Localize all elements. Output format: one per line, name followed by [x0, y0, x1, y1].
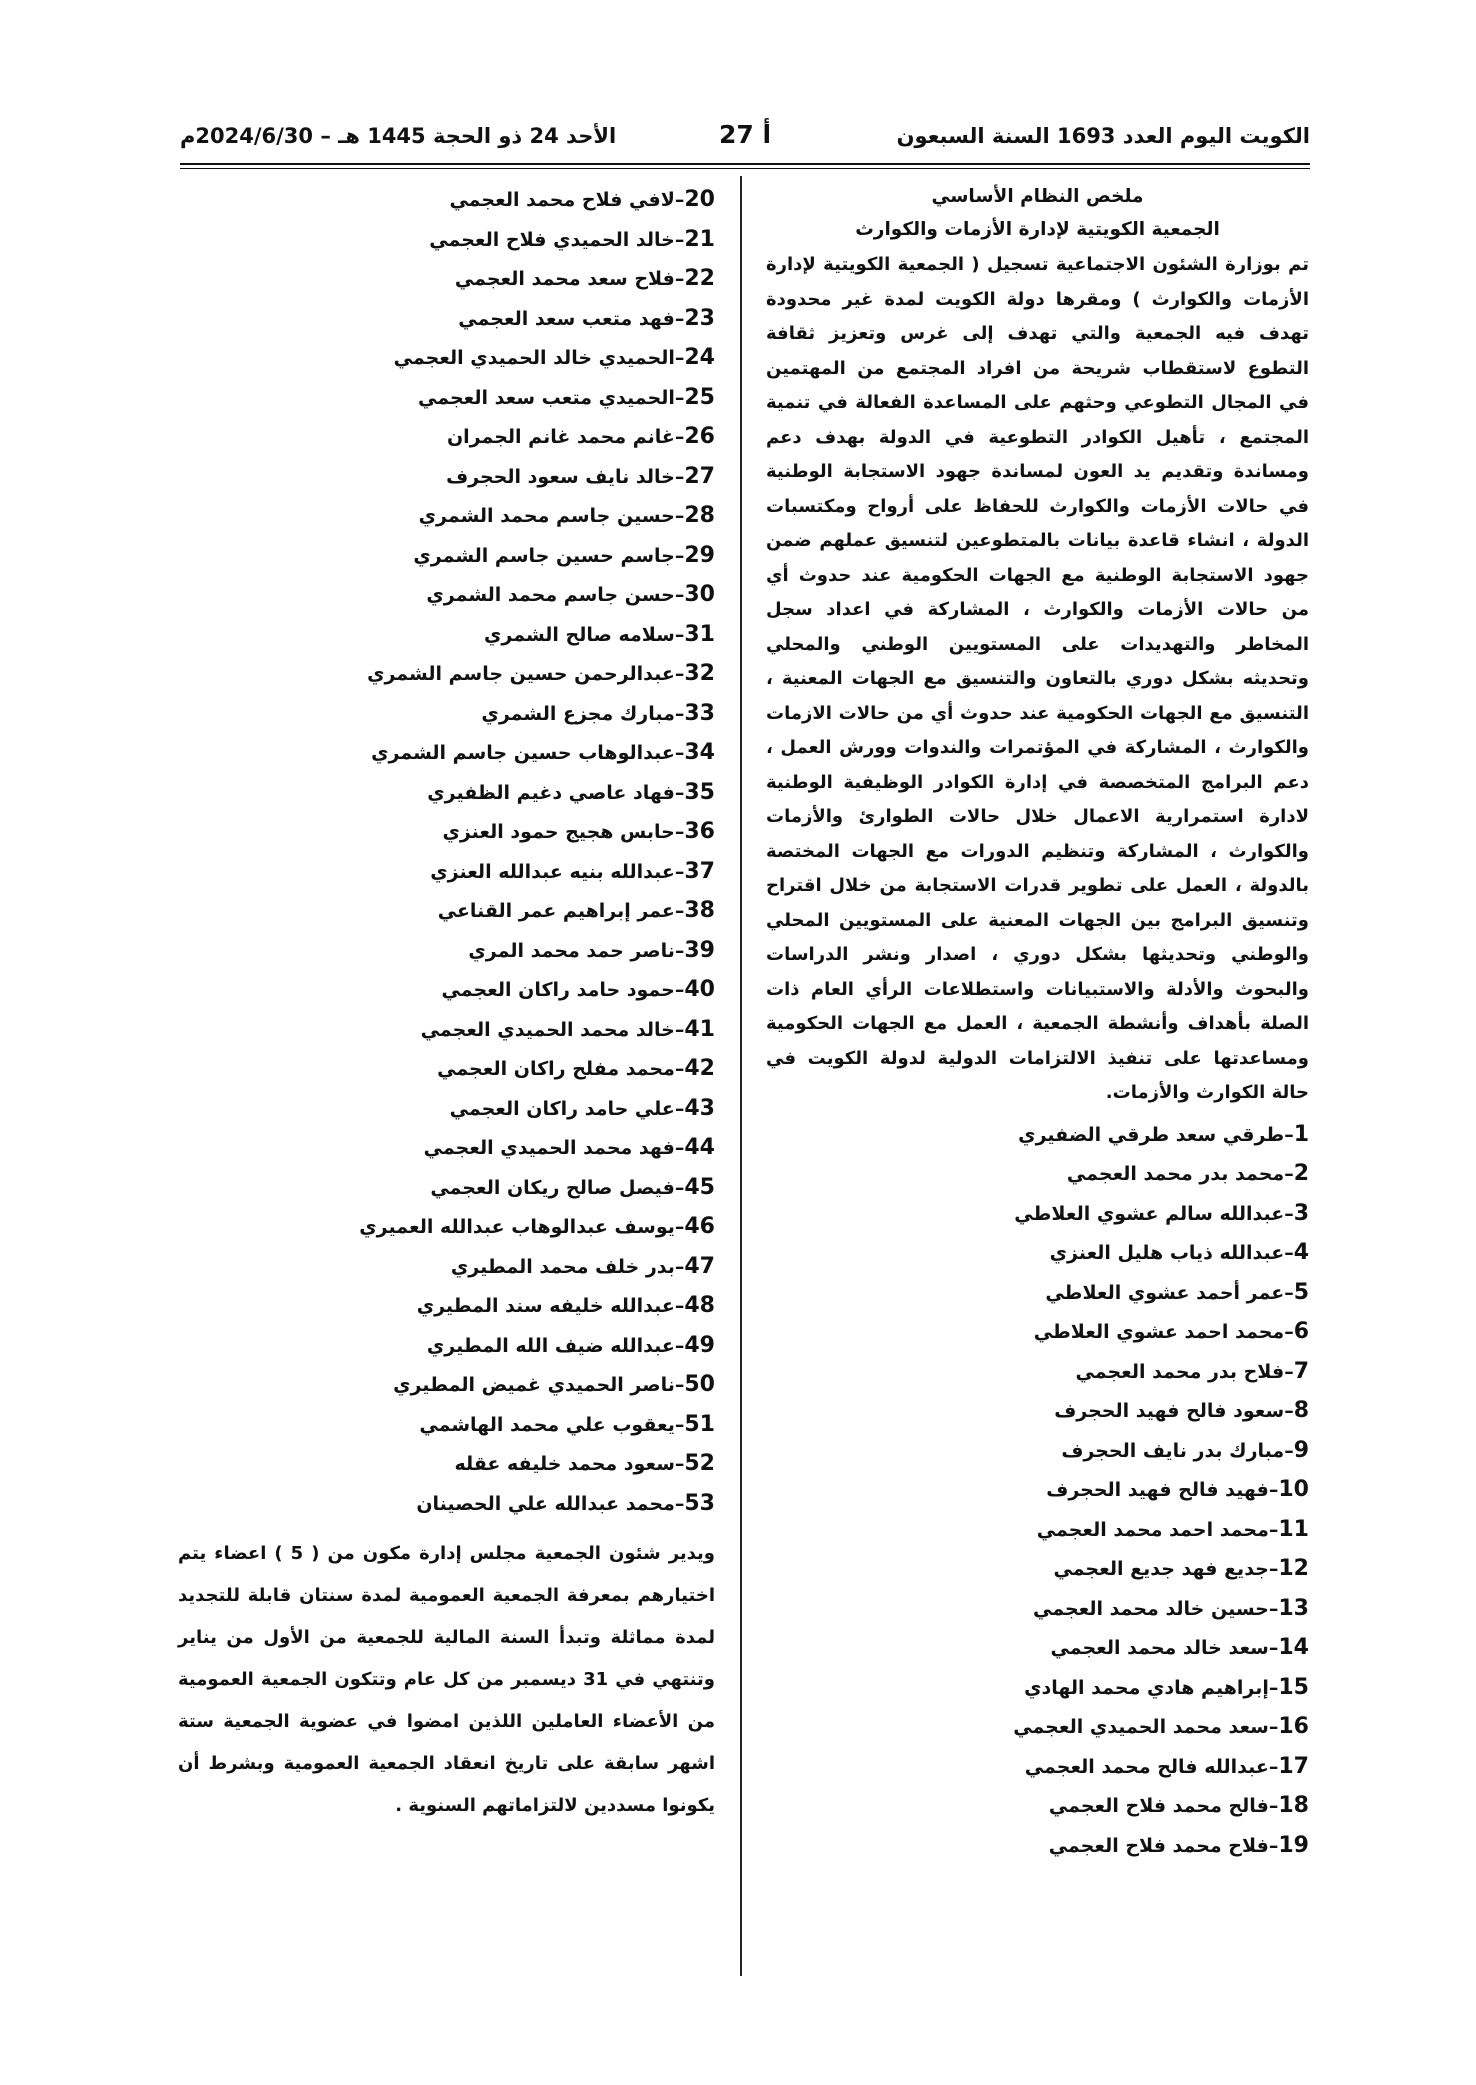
founder-name: فهاد عاصي دغيم الظفيري	[427, 781, 675, 804]
founder-number: 3	[1293, 1200, 1309, 1226]
summary-title: ملخص النظام الأساسي	[931, 186, 1144, 207]
founder-name: بدر خلف محمد المطيري	[450, 1255, 675, 1278]
founder-number: 43	[684, 1095, 715, 1121]
founder-name: حابس هجيج حمود العنزي	[442, 821, 675, 843]
founder-number: 46	[684, 1214, 715, 1239]
founder-number: 37	[684, 858, 715, 884]
founder-item	[766, 1470, 1309, 1510]
header-rule-thick	[180, 163, 1310, 165]
founder-dash: –	[1284, 1202, 1294, 1225]
founder-item	[178, 654, 715, 694]
founder-number: 20	[684, 187, 715, 212]
founder-dash: –	[674, 979, 685, 1001]
founder-number: 33	[684, 700, 715, 726]
founder-name: محمد احمد عشوي العلاطي	[1033, 1321, 1285, 1343]
founder-item	[178, 1089, 715, 1129]
header-date: الأحد 24 ذو الحجة 1445 هـ – 2024/6/30م	[180, 124, 617, 148]
founder-number: 35	[684, 779, 715, 805]
founder-name: خالد نايف سعود الحجرف	[446, 465, 675, 488]
board-paragraph: ويدير شئون الجمعية مجلس إدارة مكون من ( 5 ) اعضاء يتم اختيارهم بمعرفة الجمعية العمومية لمدة سنتان قابلة للتجديد لمدة مماثلة وتبدأ السنة المالية للجمعية من الأول من يناير وتنتهي في 31 ديسمبر من كل عام وتتكون الجمعية العمومية من الأعضاء العاملين اللذين امضوا في عضوية الجمعية ستة اشهر سابقة على تاريخ انعقاد الجمعية العمومية وبشرط أن يكونوا مسددين لالتزاماتهم السنوية .	[178, 1543, 715, 1816]
founder-number: 8	[1293, 1398, 1309, 1423]
founder-dash: –	[1268, 1795, 1279, 1817]
founder-dash: –	[1268, 1637, 1279, 1659]
founder-dash: –	[1268, 1518, 1279, 1541]
founder-name: عبدالله سالم عشوي العلاطي	[1014, 1202, 1285, 1225]
founder-dash: –	[1268, 1834, 1279, 1857]
founder-number: 21	[684, 226, 715, 252]
founder-dash: –	[674, 821, 685, 843]
founder-number: 18	[1278, 1793, 1309, 1818]
founder-dash: –	[1268, 1558, 1279, 1580]
founders-list-left	[178, 180, 715, 1523]
founder-item	[766, 1431, 1309, 1471]
founder-number: 49	[684, 1332, 715, 1358]
founder-number: 25	[684, 384, 715, 410]
founder-dash: –	[674, 1374, 685, 1396]
founder-item	[766, 1273, 1309, 1313]
founder-number: 10	[1278, 1477, 1309, 1502]
founders-list-right	[766, 1115, 1309, 1866]
left-column	[178, 180, 715, 1827]
founder-item	[178, 496, 715, 536]
founder-dash: –	[674, 426, 685, 448]
founder-item	[766, 1312, 1309, 1352]
founder-name: سلامه صالح الشمري	[483, 623, 675, 646]
founder-name: فلاح بدر محمد العجمي	[1075, 1360, 1285, 1383]
right-column	[766, 180, 1309, 1865]
founder-dash: –	[674, 465, 685, 488]
founder-dash: –	[674, 505, 685, 527]
founder-item	[766, 1194, 1309, 1234]
founder-dash: –	[674, 347, 685, 369]
founder-name: سعود محمد خليفه عقله	[454, 1453, 675, 1475]
founder-number: 40	[684, 977, 715, 1002]
founder-number: 14	[1278, 1635, 1309, 1660]
founder-dash: –	[1284, 1163, 1294, 1185]
founder-number: 23	[684, 305, 715, 331]
founder-name: مبارك مجزع الشمري	[481, 702, 675, 725]
founder-number: 6	[1293, 1319, 1309, 1344]
founder-item	[178, 891, 715, 931]
founder-name: فهد محمد الحميدي العجمي	[423, 1137, 675, 1159]
founder-name: خالد الحميدي فلاح العجمي	[429, 228, 675, 251]
founder-item	[766, 1826, 1309, 1866]
founder-dash: –	[674, 1137, 685, 1159]
founder-item	[178, 220, 715, 260]
founder-name: محمد عبدالله علي الحصينان	[416, 1492, 675, 1515]
founder-number: 17	[1278, 1753, 1309, 1779]
founder-item	[766, 1352, 1309, 1392]
founder-item	[766, 1510, 1309, 1550]
founder-number: 32	[684, 661, 715, 686]
founder-number: 42	[684, 1056, 715, 1081]
founder-number: 53	[684, 1490, 715, 1516]
founder-number: 39	[684, 937, 715, 963]
founder-number: 13	[1278, 1595, 1309, 1621]
founder-dash: –	[674, 1176, 685, 1199]
founder-item	[178, 1286, 715, 1326]
founder-item	[178, 812, 715, 852]
founder-item	[178, 1484, 715, 1524]
founder-dash: –	[674, 386, 685, 409]
founder-name: لافي فلاح محمد العجمي	[449, 189, 675, 211]
founder-item	[178, 970, 715, 1010]
founder-name: حسن جاسم محمد الشمري	[426, 584, 675, 606]
founder-item	[178, 575, 715, 615]
header-page-number: أ 27	[718, 120, 772, 149]
founder-number: 1	[1293, 1121, 1309, 1147]
founder-name: عبدالله خليفه سند المطيري	[416, 1295, 675, 1317]
column-divider	[740, 176, 742, 1976]
founder-item	[766, 1589, 1309, 1629]
founder-number: 12	[1278, 1556, 1309, 1581]
founder-dash: –	[1268, 1755, 1279, 1778]
founder-dash: –	[674, 1453, 685, 1475]
founder-item	[766, 1668, 1309, 1708]
founder-number: 38	[684, 898, 715, 923]
founder-dash: –	[674, 742, 685, 764]
founder-item	[178, 299, 715, 339]
founder-dash: –	[674, 228, 685, 251]
founder-dash: –	[674, 1097, 685, 1120]
founder-number: 30	[684, 582, 715, 607]
founder-number: 9	[1293, 1437, 1309, 1463]
founder-name: محمد بدر محمد العجمي	[1066, 1163, 1285, 1185]
founder-name: فهيد فالح فهيد الحجرف	[1046, 1479, 1269, 1501]
founder-dash: –	[674, 268, 685, 290]
founder-number: 24	[684, 345, 715, 370]
founder-dash: –	[674, 1018, 685, 1041]
founder-number: 4	[1293, 1240, 1309, 1265]
founder-item	[178, 1207, 715, 1247]
founder-number: 11	[1278, 1516, 1309, 1542]
founder-number: 22	[684, 266, 715, 291]
founder-item	[178, 378, 715, 418]
founder-name: الحميدي متعب سعد العجمي	[418, 386, 675, 409]
founder-dash: –	[674, 623, 685, 646]
founder-dash: –	[674, 307, 685, 330]
founder-name: فيصل صالح ريكان العجمي	[430, 1176, 675, 1199]
founder-name: ناصر حمد محمد المري	[468, 939, 675, 962]
founder-dash: –	[674, 584, 685, 606]
header-rule-thin	[180, 168, 1310, 169]
founder-item	[766, 1747, 1309, 1787]
founder-item	[178, 457, 715, 497]
founder-item	[178, 338, 715, 378]
founder-name: علي حامد راكان العجمي	[449, 1097, 675, 1120]
founder-item	[178, 1049, 715, 1089]
founder-item	[178, 733, 715, 773]
founder-name: الحميدي خالد الحميدي العجمي	[393, 347, 675, 369]
founder-name: عبدالله فالح محمد العجمي	[1024, 1755, 1269, 1778]
founder-number: 52	[684, 1451, 715, 1476]
founder-item	[766, 1391, 1309, 1431]
founder-number: 27	[684, 463, 715, 489]
page-header	[180, 120, 1310, 160]
founder-name: عبدالرحمن حسين جاسم الشمري	[367, 663, 675, 685]
founder-item	[766, 1549, 1309, 1589]
founder-item	[178, 1326, 715, 1366]
founder-item	[178, 1128, 715, 1168]
founder-dash: –	[1284, 1360, 1294, 1383]
founder-number: 34	[684, 740, 715, 765]
founder-number: 29	[684, 542, 715, 568]
founder-number: 31	[684, 621, 715, 647]
founder-item	[178, 1168, 715, 1208]
founder-number: 45	[684, 1174, 715, 1200]
founder-number: 16	[1278, 1714, 1309, 1739]
founder-name: فهد متعب سعد العجمي	[458, 307, 675, 330]
founder-name: مبارك بدر نايف الحجرف	[1061, 1439, 1285, 1462]
founder-name: خالد محمد الحميدي العجمي	[420, 1018, 675, 1041]
founder-dash: –	[674, 1255, 685, 1278]
founder-name: عبدالله بنيه عبدالله العنزي	[430, 860, 675, 883]
founder-name: سعد خالد محمد العجمي	[1050, 1637, 1269, 1659]
founder-dash: –	[1284, 1281, 1294, 1304]
founder-name: فالح محمد فلاح العجمي	[1048, 1795, 1269, 1817]
founder-number: 36	[684, 819, 715, 844]
founder-dash: –	[674, 939, 685, 962]
founder-name: فلاح سعد محمد العجمي	[454, 268, 675, 290]
founder-dash: –	[1284, 1439, 1294, 1462]
founder-item	[178, 694, 715, 734]
founder-number: 2	[1293, 1161, 1309, 1186]
founder-item	[766, 1115, 1309, 1155]
founder-name: عمر إبراهيم عمر القناعي	[437, 900, 675, 922]
founder-name: محمد احمد محمد العجمي	[1036, 1518, 1269, 1541]
founder-dash: –	[1284, 1242, 1294, 1264]
founder-name: سعود فالح فهيد الحجرف	[1054, 1400, 1285, 1422]
founder-item	[766, 1786, 1309, 1826]
founder-number: 51	[684, 1411, 715, 1437]
founder-dash: –	[674, 1334, 685, 1357]
founder-dash: –	[674, 1058, 685, 1080]
founder-name: عبدالوهاب حسين جاسم الشمري	[371, 742, 675, 764]
founder-number: 50	[684, 1372, 715, 1397]
founder-item	[178, 1247, 715, 1287]
founder-dash: –	[674, 900, 685, 922]
founder-name: محمد مفلح راكان العجمي	[437, 1058, 675, 1080]
founder-dash: –	[1284, 1123, 1294, 1146]
founder-number: 44	[684, 1135, 715, 1160]
founder-name: يوسف عبدالوهاب عبدالله العميري	[359, 1216, 675, 1238]
founder-item	[178, 1365, 715, 1405]
founder-name: حسين خالد محمد العجمي	[1033, 1597, 1269, 1620]
founder-dash: –	[674, 1295, 685, 1317]
header-issue: الكويت اليوم العدد 1693 السنة السبعون	[896, 124, 1310, 148]
founder-name: عمر أحمد عشوي العلاطي	[1045, 1281, 1285, 1304]
founder-number: 19	[1278, 1832, 1309, 1858]
founder-name: طرقي سعد طرقي الضفيري	[1018, 1123, 1285, 1146]
founder-item	[178, 773, 715, 813]
founder-number: 26	[684, 424, 715, 449]
founder-item	[178, 931, 715, 971]
founder-name: عبدالله ذياب هليل العنزي	[1049, 1242, 1285, 1264]
founder-dash: –	[1284, 1321, 1294, 1343]
founder-dash: –	[674, 702, 685, 725]
founder-item	[178, 1010, 715, 1050]
founder-number: 5	[1293, 1279, 1309, 1305]
founder-name: حسين جاسم محمد الشمري	[418, 505, 675, 527]
founder-item	[178, 417, 715, 457]
founder-number: 7	[1293, 1358, 1309, 1384]
founder-item	[766, 1233, 1309, 1273]
founder-item	[766, 1154, 1309, 1194]
founder-dash: –	[1268, 1716, 1279, 1738]
founder-dash: –	[674, 1216, 685, 1238]
founder-item	[178, 536, 715, 576]
founder-dash: –	[674, 663, 685, 685]
founder-name: إبراهيم هادي محمد الهادي	[1024, 1676, 1269, 1699]
founder-item	[178, 1405, 715, 1445]
founder-number: 48	[684, 1293, 715, 1318]
founder-name: عبدالله ضيف الله المطيري	[426, 1334, 675, 1357]
founder-name: جديع فهد جديع العجمي	[1053, 1558, 1269, 1580]
founder-item	[178, 180, 715, 220]
founder-name: غانم محمد غانم الجمران	[446, 426, 675, 448]
founder-item	[178, 259, 715, 299]
founder-item	[178, 615, 715, 655]
founder-dash: –	[674, 189, 685, 211]
founder-number: 41	[684, 1016, 715, 1042]
founder-dash: –	[674, 1492, 685, 1515]
founder-name: يعقوب علي محمد الهاشمي	[419, 1413, 675, 1436]
founder-dash: –	[1268, 1676, 1279, 1699]
founder-name: ناصر الحميدي غميض المطيري	[393, 1374, 675, 1396]
founder-name: سعد محمد الحميدي العجمي	[1013, 1716, 1269, 1738]
founder-item	[766, 1628, 1309, 1668]
founder-item	[178, 1444, 715, 1484]
founder-dash: –	[674, 860, 685, 883]
founder-name: فلاح محمد فلاح العجمي	[1048, 1834, 1269, 1857]
founder-dash: –	[674, 781, 685, 804]
founder-number: 15	[1278, 1674, 1309, 1700]
summary-body: تم بوزارة الشئون الاجتماعية تسجيل ( الجمعية الكويتية لإدارة الأزمات والكوارث ) ومقرها دولة الكويت لمدة غير محدودة تهدف فيه الجمعية والتي تهدف إلى غرس وتعزيز ثقافة التطوع لاستقطاب شريحة من افراد المجتمع من المهتمين في المجال التطوعي وحثهم على المساعدة الفعالة في تنمية المجتمع ، تأهيل الكوادر التطوعية في الدولة بهدف دعم ومساندة وتقديم يد العون لمساندة جهود الاستجابة الوطنية في حالات الأزمات والكوارث للحفاظ على أرواح ومكتسبات الدولة ، انشاء قاعدة بيانات بالمتطوعين لتنسيق عملهم ضمن جهود الاستجابة الوطنية مع الجهات الحكومية عند حدوث أي من حالات الأزمات والكوارث ، المشاركة في اعداد سجل المخاطر والتهديدات على المستويين الوطني والمحلي وتحديثه بشكل دوري بالتعاون والتنسيق مع الجهات المعنية ، التنسيق مع الجهات الحكومية عند حدوث أي من حالات الازمات والكوارث ، المشاركة في المؤتمرات والندوات وورش العمل ، دعم البرامج المتخصصة في إدارة الكوادر الوظيفية الوطنية لادارة استمرارية الاعمال خلال حالات الطوارئ والأزمات والكوارث ، المشاركة وتنظيم الدورات مع الجهات المختصة بالدولة ، العمل على تطوير قدرات الاستجابة من خلال اقتراح وتنسيق البرامج بين الجهات المعنية على المستويين المحلي والوطني وتحديثها بشكل دوري ، اصدار ونشر الدراسات والبحوث والأدلة والاستبيانات واستطلاعات الرأي العام ذات الصلة بأهداف وأنشطة الجمعية ، العمل مع الجهات الحكومية ومساعدتها على تنفيذ الالتزامات الدولية لدولة الكويت في حالة الكوارث والأزمات.	[766, 254, 1309, 1103]
founder-name: حمود حامد راكان العجمي	[441, 979, 675, 1001]
founder-item	[178, 852, 715, 892]
founder-dash: –	[1268, 1479, 1279, 1501]
founder-number: 47	[684, 1253, 715, 1279]
founder-dash: –	[1268, 1597, 1279, 1620]
association-name: الجمعية الكويتية لإدارة الأزمات والكوارث	[855, 219, 1220, 240]
founder-dash: –	[674, 544, 685, 567]
founder-dash: –	[1284, 1400, 1294, 1422]
founder-number: 28	[684, 503, 715, 528]
founder-item	[766, 1707, 1309, 1747]
founder-name: جاسم حسين جاسم الشمري	[413, 544, 675, 567]
founder-dash: –	[674, 1413, 685, 1436]
